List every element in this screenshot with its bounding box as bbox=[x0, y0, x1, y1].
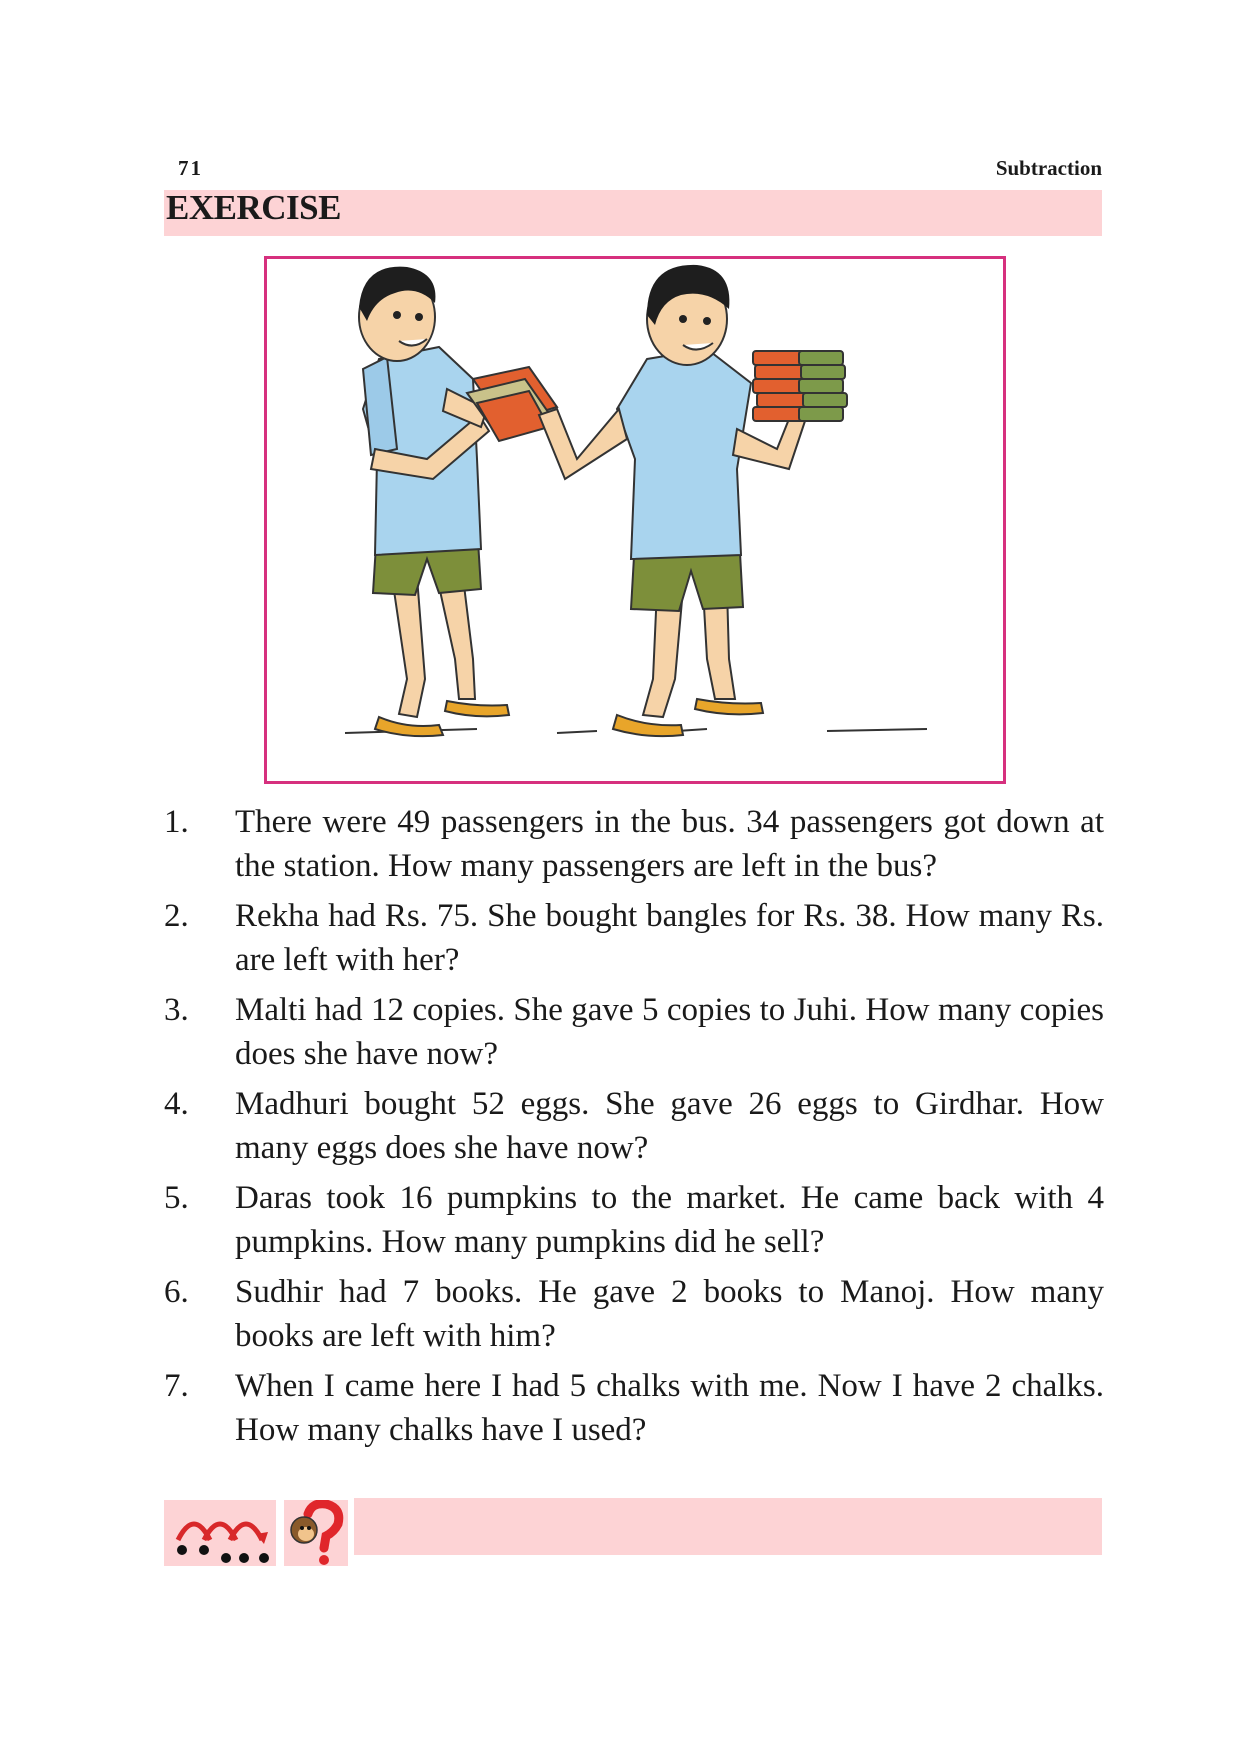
question-number: 5. bbox=[164, 1180, 189, 1216]
question-number: 1. bbox=[164, 804, 189, 840]
question-text: Malti had 12 copies. She gave 5 copies to Juhi. How many copies does she have now? bbox=[235, 992, 1104, 1072]
question-text: There were 49 passengers in the bus. 34 passengers got down at the station. How many passengers are left in the bus? bbox=[235, 804, 1104, 884]
question-number: 7. bbox=[164, 1368, 189, 1404]
left-boy-figure bbox=[359, 267, 557, 736]
right-boy-figure bbox=[539, 265, 847, 736]
footer-band bbox=[354, 1498, 1102, 1555]
counting-jumps-icon bbox=[164, 1500, 276, 1566]
two-boys-with-books-illustration bbox=[267, 259, 1003, 781]
question-text: When I came here I had 5 chalks with me. Now I have 2 chalks. How many chalks have I used? bbox=[235, 1368, 1104, 1448]
question-number: 3. bbox=[164, 992, 189, 1028]
chapter-title: Subtraction bbox=[995, 156, 1102, 180]
footer-counting-jumps bbox=[164, 1500, 276, 1566]
thinking-monkey-question-icon bbox=[284, 1500, 348, 1566]
question-list bbox=[164, 800, 1104, 1458]
question-number: 4. bbox=[164, 1086, 189, 1122]
illustration-frame bbox=[264, 256, 1006, 784]
list-item bbox=[164, 894, 1104, 982]
question-text: Daras took 16 pumpkins to the market. He came back with 4 pumpkins. How many pumpkins did he sell? bbox=[235, 1180, 1104, 1260]
question-text: Madhuri bought 52 eggs. She gave 26 eggs to Girdhar. How many eggs does she have now? bbox=[235, 1086, 1104, 1166]
question-number: 6. bbox=[164, 1274, 189, 1310]
list-item bbox=[164, 800, 1104, 888]
exercise-band bbox=[164, 190, 1102, 236]
list-item bbox=[164, 1176, 1104, 1264]
footer-thinking-monkey bbox=[284, 1500, 348, 1566]
list-item bbox=[164, 1270, 1104, 1358]
question-text: Sudhir had 7 books. He gave 2 books to Manoj. How many books are left with him? bbox=[235, 1274, 1104, 1354]
exercise-title: EXERCISE bbox=[166, 188, 341, 227]
list-item bbox=[164, 1082, 1104, 1170]
list-item bbox=[164, 1364, 1104, 1452]
question-number: 2. bbox=[164, 898, 189, 934]
question-text: Rekha had Rs. 75. She bought bangles for Rs. 38. How many Rs. are left with her? bbox=[235, 898, 1104, 978]
page-number: 71 bbox=[178, 156, 203, 180]
list-item bbox=[164, 988, 1104, 1076]
